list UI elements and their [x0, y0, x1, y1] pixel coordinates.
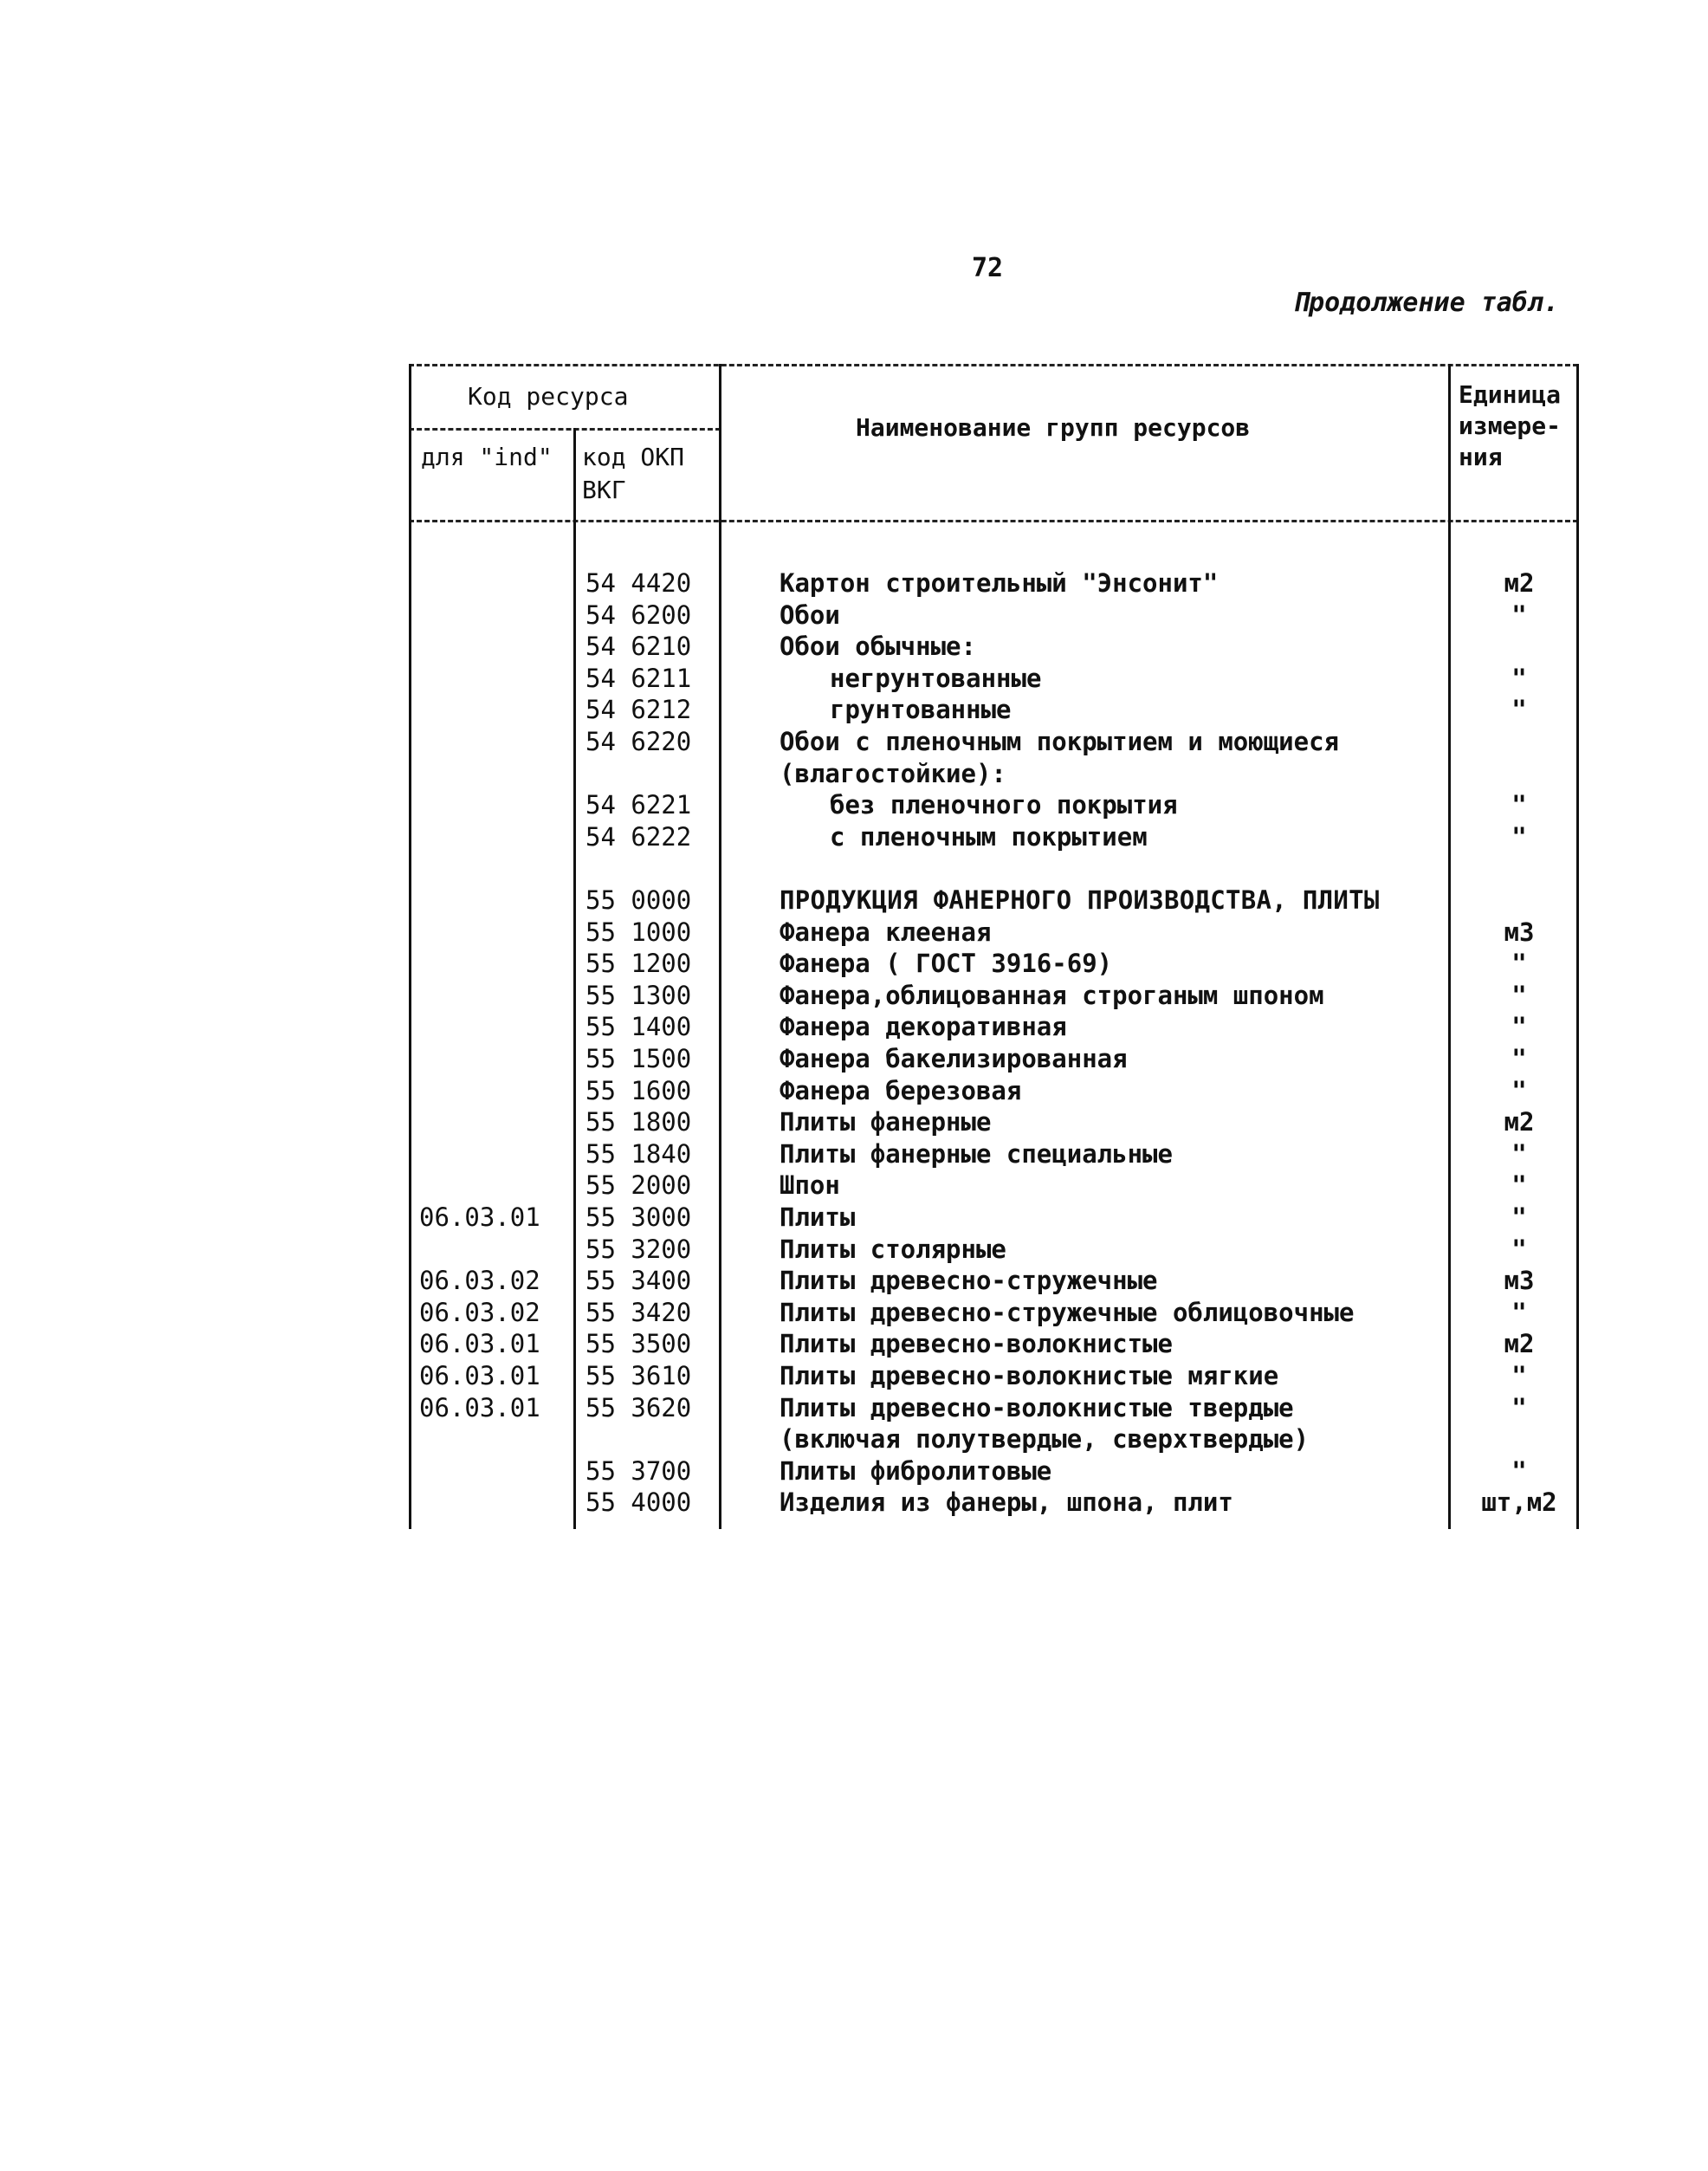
table-row [0, 980, 1708, 1011]
header-name: Наименование групп ресурсов [856, 413, 1251, 442]
table-row [0, 1392, 1708, 1423]
row-unit: м3 [1504, 1266, 1535, 1295]
row-ind-code: 06.03.01 [419, 1361, 540, 1390]
page-number: 72 [971, 253, 1004, 283]
header-unit-line1: Единица [1459, 380, 1562, 409]
header-okp-line2: ВКГ [582, 476, 626, 504]
row-unit: " [1511, 1076, 1527, 1105]
row-resource-name: Картон строительный "Энсонит" [780, 568, 1219, 598]
row-okp-code: 55 2000 [586, 1170, 692, 1200]
table-row [0, 1170, 1708, 1201]
row-unit: " [1511, 822, 1527, 852]
table-row [0, 885, 1708, 916]
row-okp-code: 55 3500 [586, 1329, 692, 1358]
table-row [0, 1106, 1708, 1137]
subheader-divider [409, 428, 721, 431]
row-okp-code: 54 6200 [586, 600, 692, 630]
table-row [0, 917, 1708, 948]
row-resource-name: Обои с пленочным покрытием и моющиеся [780, 727, 1340, 756]
header-bottom-border [409, 520, 1578, 522]
header-resource-code: Код ресурса [468, 382, 629, 411]
row-okp-code: 55 0000 [586, 885, 692, 915]
table-row [0, 1043, 1708, 1074]
table-row [0, 1360, 1708, 1391]
row-resource-name: негрунтованные [830, 664, 1042, 693]
row-okp-code: 55 1600 [586, 1076, 692, 1105]
table-row [0, 1328, 1708, 1359]
row-resource-name: грунтованные [830, 695, 1012, 724]
table-row [0, 1075, 1708, 1106]
row-resource-name: Изделия из фанеры, шпона, плит [780, 1487, 1233, 1517]
table-continuation-label: Продолжение табл. [1292, 288, 1559, 318]
row-ind-code: 06.03.02 [419, 1266, 540, 1295]
row-okp-code: 55 1500 [586, 1044, 692, 1073]
row-okp-code: 54 6210 [586, 632, 692, 661]
row-unit: " [1511, 1044, 1527, 1073]
row-unit: " [1511, 949, 1527, 978]
row-resource-name: Плиты древесно-волокнистые мягкие [780, 1361, 1279, 1390]
table-top-border [409, 364, 1578, 366]
row-resource-name: Фанера березовая [780, 1076, 1022, 1105]
row-okp-code: 54 4420 [586, 568, 692, 598]
table-row [0, 821, 1708, 852]
row-okp-code: 55 3000 [586, 1202, 692, 1232]
row-unit: " [1511, 1298, 1527, 1327]
table-row [0, 789, 1708, 820]
row-okp-code: 54 6221 [586, 790, 692, 820]
row-resource-name: Шпон [780, 1170, 840, 1200]
row-ind-code: 06.03.02 [419, 1298, 540, 1327]
row-unit: " [1511, 695, 1527, 724]
table-row [0, 1265, 1708, 1296]
table-row [0, 1234, 1708, 1265]
row-resource-name: ПРОДУКЦИЯ ФАНЕРНОГО ПРОИЗВОДСТВА, ПЛИТЫ [780, 885, 1380, 915]
row-resource-name: (включая полутвердые, сверхтвердые) [780, 1424, 1310, 1454]
row-unit: " [1511, 1393, 1527, 1422]
table-row [0, 567, 1708, 599]
row-okp-code: 55 1300 [586, 981, 692, 1010]
row-resource-name: Плиты древесно-стружечные [780, 1266, 1158, 1295]
header-ind: для "ind" [421, 443, 553, 471]
row-unit: " [1511, 1361, 1527, 1390]
row-ind-code: 06.03.01 [419, 1329, 540, 1358]
row-okp-code: 54 6211 [586, 664, 692, 693]
header-unit-line2: измере- [1459, 412, 1562, 440]
header-unit-line3: ния [1459, 443, 1503, 471]
row-okp-code: 55 1840 [586, 1139, 692, 1169]
row-resource-name: Фанера бакелизированная [780, 1044, 1128, 1073]
row-resource-name: без пленочного покрытия [830, 790, 1178, 820]
table-row [0, 694, 1708, 725]
row-resource-name: Плиты древесно-стружечные облицовочные [780, 1298, 1355, 1327]
row-resource-name: Плиты столярные [780, 1235, 1006, 1264]
row-unit: шт,м2 [1481, 1487, 1557, 1517]
row-okp-code: 55 3200 [586, 1235, 692, 1264]
row-unit: " [1511, 1170, 1527, 1200]
row-ind-code: 06.03.01 [419, 1393, 540, 1422]
row-okp-code: 55 1200 [586, 949, 692, 978]
row-unit: " [1511, 1456, 1527, 1486]
table-row [0, 1011, 1708, 1042]
row-resource-name: Плиты древесно-волокнистые твердые [780, 1393, 1294, 1422]
row-okp-code: 55 1400 [586, 1012, 692, 1041]
row-okp-code: 55 3400 [586, 1266, 692, 1295]
row-okp-code: 55 3620 [586, 1393, 692, 1422]
row-okp-code: 55 3610 [586, 1361, 692, 1390]
row-okp-code: 55 1800 [586, 1107, 692, 1137]
row-unit: м2 [1504, 1329, 1535, 1358]
row-okp-code: 55 4000 [586, 1487, 692, 1517]
row-resource-name: (влагостойкие): [780, 759, 1006, 788]
table-row [0, 1297, 1708, 1328]
row-unit: м2 [1504, 568, 1535, 598]
table-row [0, 758, 1708, 789]
row-resource-name: Обои [780, 600, 840, 630]
row-resource-name: Фанера ( ГОСТ 3916-69) [780, 949, 1113, 978]
row-resource-name: Плиты [780, 1202, 856, 1232]
row-unit: " [1511, 981, 1527, 1010]
row-ind-code: 06.03.01 [419, 1202, 540, 1232]
row-unit: " [1511, 1012, 1527, 1041]
row-unit: " [1511, 1235, 1527, 1264]
row-okp-code: 54 6222 [586, 822, 692, 852]
table-row [0, 948, 1708, 979]
row-resource-name: Плиты фанерные специальные [780, 1139, 1173, 1169]
row-okp-code: 54 6220 [586, 727, 692, 756]
row-unit: м3 [1504, 917, 1535, 947]
table-row [0, 1138, 1708, 1170]
row-okp-code: 55 3700 [586, 1456, 692, 1486]
row-resource-name: Плиты фанерные [780, 1107, 992, 1137]
table-row [0, 663, 1708, 694]
header-okp-line1: код ОКП [582, 443, 685, 471]
row-unit: " [1511, 664, 1527, 693]
table-row [0, 599, 1708, 631]
row-unit: " [1511, 600, 1527, 630]
row-resource-name: Плиты древесно-волокнистые [780, 1329, 1173, 1358]
row-resource-name: Фанера декоративная [780, 1012, 1067, 1041]
row-unit: " [1511, 1139, 1527, 1169]
row-resource-name: Фанера,облицованная строганым шпоном [780, 981, 1324, 1010]
row-okp-code: 55 1000 [586, 917, 692, 947]
table-row [0, 726, 1708, 757]
row-okp-code: 55 3420 [586, 1298, 692, 1327]
row-resource-name: Обои обычные: [780, 632, 976, 661]
table-row [0, 1455, 1708, 1487]
row-resource-name: Плиты фибролитовые [780, 1456, 1052, 1486]
table-row [0, 1487, 1708, 1518]
row-okp-code: 54 6212 [586, 695, 692, 724]
row-unit: " [1511, 1202, 1527, 1232]
table-row [0, 631, 1708, 662]
row-unit: " [1511, 790, 1527, 820]
row-resource-name: с пленочным покрытием [830, 822, 1148, 852]
table-row [0, 1423, 1708, 1455]
row-unit: м2 [1504, 1107, 1535, 1137]
table-row [0, 1202, 1708, 1233]
row-resource-name: Фанера клееная [780, 917, 992, 947]
